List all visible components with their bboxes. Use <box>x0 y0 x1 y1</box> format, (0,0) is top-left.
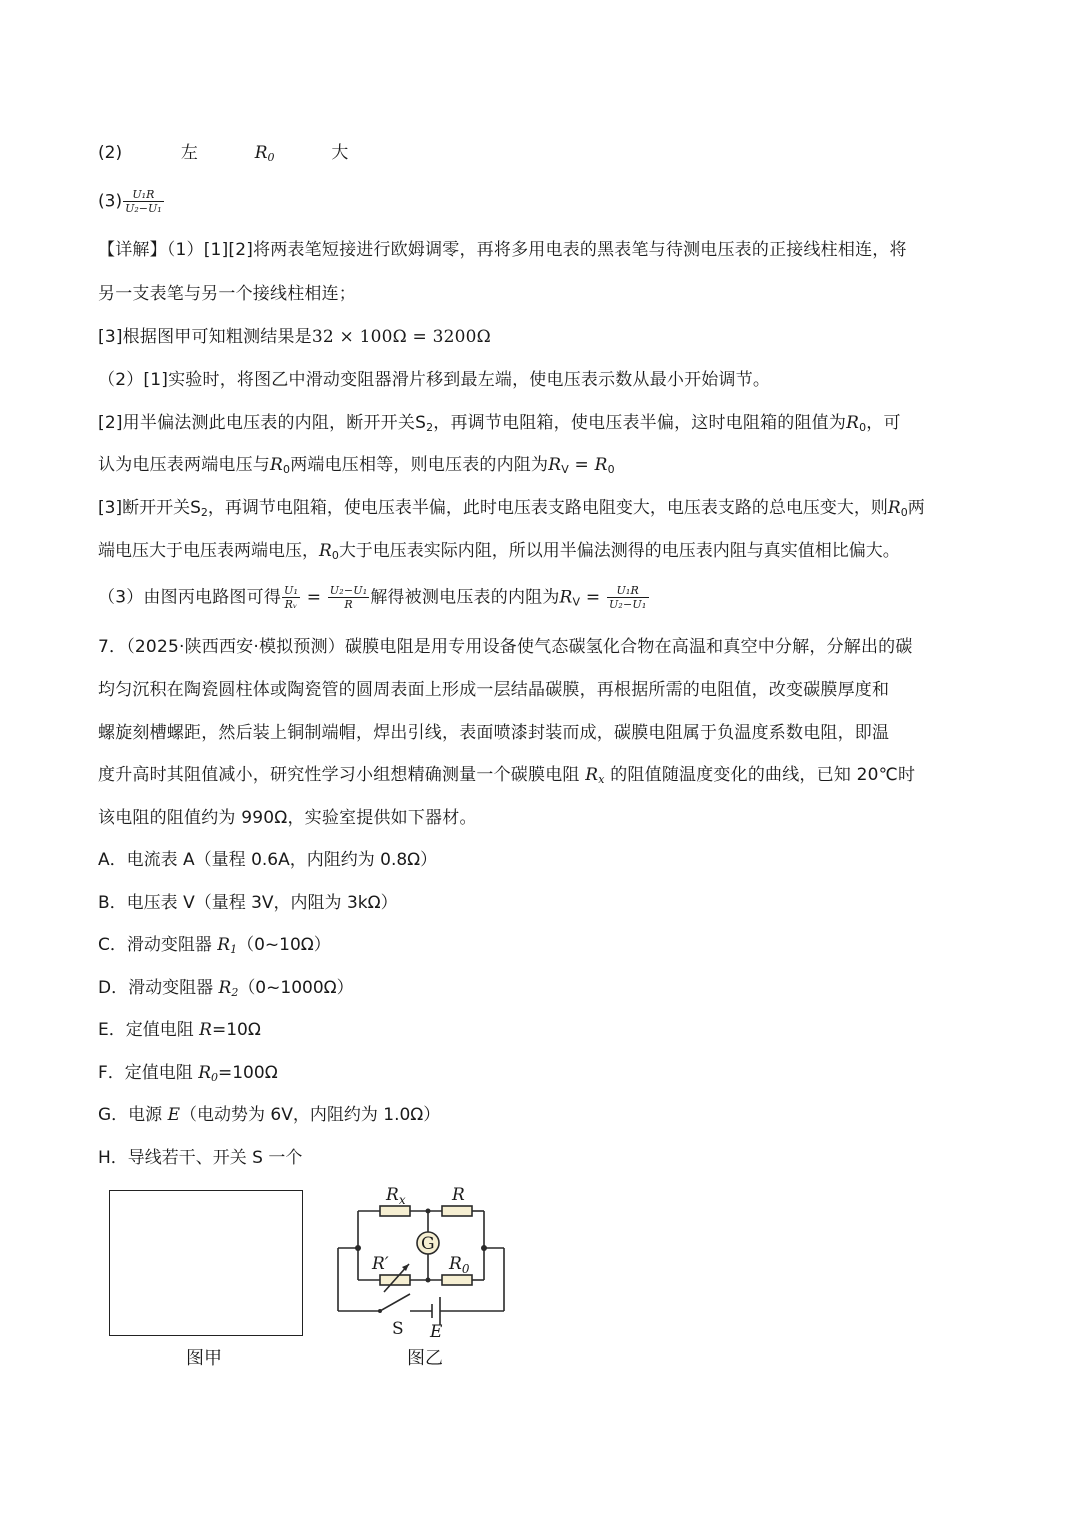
option-b: B．电压表 V（量程 3V，内阻为 3kΩ） <box>98 893 398 913</box>
resistor-r0 <box>442 1275 472 1285</box>
figure-jia-caption: 图甲 <box>186 1348 222 1369</box>
detail-line-8: 端电压大于电压表两端电压，$R_0$大于电压表实际内阻，所以用半偏法测得的电压表内阻与真实值相比偏大。 <box>98 541 900 562</box>
label-rx: $R_x$ <box>386 1185 406 1207</box>
label-e: E <box>430 1322 443 1340</box>
option-g: G．电源 E（电动势为 6V，内阻约为 1.0Ω） <box>98 1105 441 1125</box>
label-g: G <box>421 1234 435 1254</box>
circuit-diagram <box>330 1180 520 1340</box>
option-h: H．导线若干、开关 S 一个 <box>98 1148 303 1168</box>
question7-line-3: 螺旋刻槽螺距，然后装上铜制端帽，焊出引线，表面喷漆封装而成，碳膜电阻属于负温度系数电阻，即温 <box>98 723 890 743</box>
part3-label: (3) <box>98 191 123 212</box>
option-a: A．电流表 A（量程 0.6A，内阻约为 0.8Ω） <box>98 850 438 870</box>
detail-line-2: 另一支表笔与另一个接线柱相连； <box>98 284 356 304</box>
switch-s <box>380 1294 410 1311</box>
option-c: C．滑动变阻器 $R_1(0\sim 10\Omega)$ <box>98 935 331 956</box>
label-s: S <box>392 1319 404 1339</box>
option-f: F．定值电阻 $R_0=100\Omega$ <box>98 1063 278 1084</box>
part2-answer-2: $R_0$ <box>254 143 275 164</box>
part2-answer-1: 左 <box>180 143 198 163</box>
resistor-r <box>442 1206 472 1216</box>
label-rprime: R′ <box>372 1254 389 1274</box>
coarse-result-formula: 32 × 100Ω = 3200Ω <box>311 327 491 347</box>
question7-line-1: 7．（2025·陕西西安·模拟预测）碳膜电阻是用专用设备使气态碳氢化合物在高温和真空中分解，分解出的碳 <box>98 637 913 657</box>
resistor-rx <box>380 1206 410 1216</box>
figure-jia-box <box>109 1190 303 1336</box>
detail-line-7: [3]断开开关$S_2$，再调节电阻箱，使电压表半偏，此时电压表支路电阻变大，电压表支路的总电压变大，则$R_0$两 <box>98 498 925 519</box>
detail-line-6: 认为电压表两端电压与$R_0$两端电压相等，则电压表的内阻为$R_V = R_0$ <box>98 455 615 476</box>
answer-part2 <box>98 141 348 170</box>
part3-fraction: $\frac{\text{U₁R}}{\text{U₂−U₁}}$ <box>125 188 162 215</box>
detail-line-9: （3）由图丙电路图可得 $\frac{\text{U₁}}{\text{Rᵥ}}$ = $\frac{\text{U₂−U₁}}{R}$ 解得被测电压表的内阻为$R_V$ = $\frac{\text{U₁R}}{\text{U₂−U₁}}$ <box>98 584 647 611</box>
option-e: E．定值电阻 R=10Ω <box>98 1020 261 1040</box>
label-r0: $R_0$ <box>449 1254 470 1276</box>
part2-label: (2) <box>98 143 123 163</box>
figure-yi-caption: 图乙 <box>407 1348 443 1369</box>
question7-line-5: 该电阻的阻值约为 990Ω，实验室提供如下器材。 <box>98 808 477 828</box>
label-r: R <box>452 1185 465 1205</box>
detail-line-3: [3]根据图甲可知粗测结果是32 × 100Ω = 3200Ω <box>98 327 491 347</box>
answer-part3 <box>98 188 165 215</box>
detail-line-4: （2）[1]实验时，将图乙中滑动变阻器滑片移到最左端，使电压表示数从最小开始调节。 <box>98 370 771 390</box>
detail-line-5: [2]用半偏法测此电压表的内阻，断开开关$S_2$，再调节电阻箱，使电压表半偏，这时电阻箱的阻值为$R_0$，可 <box>98 413 901 434</box>
question7-line-2: 均匀沉积在陶瓷圆柱体或陶瓷管的圆周表面上形成一层结晶碳膜，再根据所需的电阻值，改变碳膜厚度和 <box>98 680 890 700</box>
question7-line-4: 度升高时其阻值减小，研究性学习小组想精确测量一个碳膜电阻 $R_x$ 的阻值随温度变化的曲线，已知 20℃时 <box>98 765 916 786</box>
part2-answer-3: 大 <box>331 143 349 163</box>
option-d: D．滑动变阻器 $R_2(0\sim 1000\Omega)$ <box>98 978 354 999</box>
detail-line-1: 【详解】（1）[1][2]将两表笔短接进行欧姆调零，再将多用电表的黑表笔与待测电压表的正接线柱相连，将 <box>98 240 907 260</box>
